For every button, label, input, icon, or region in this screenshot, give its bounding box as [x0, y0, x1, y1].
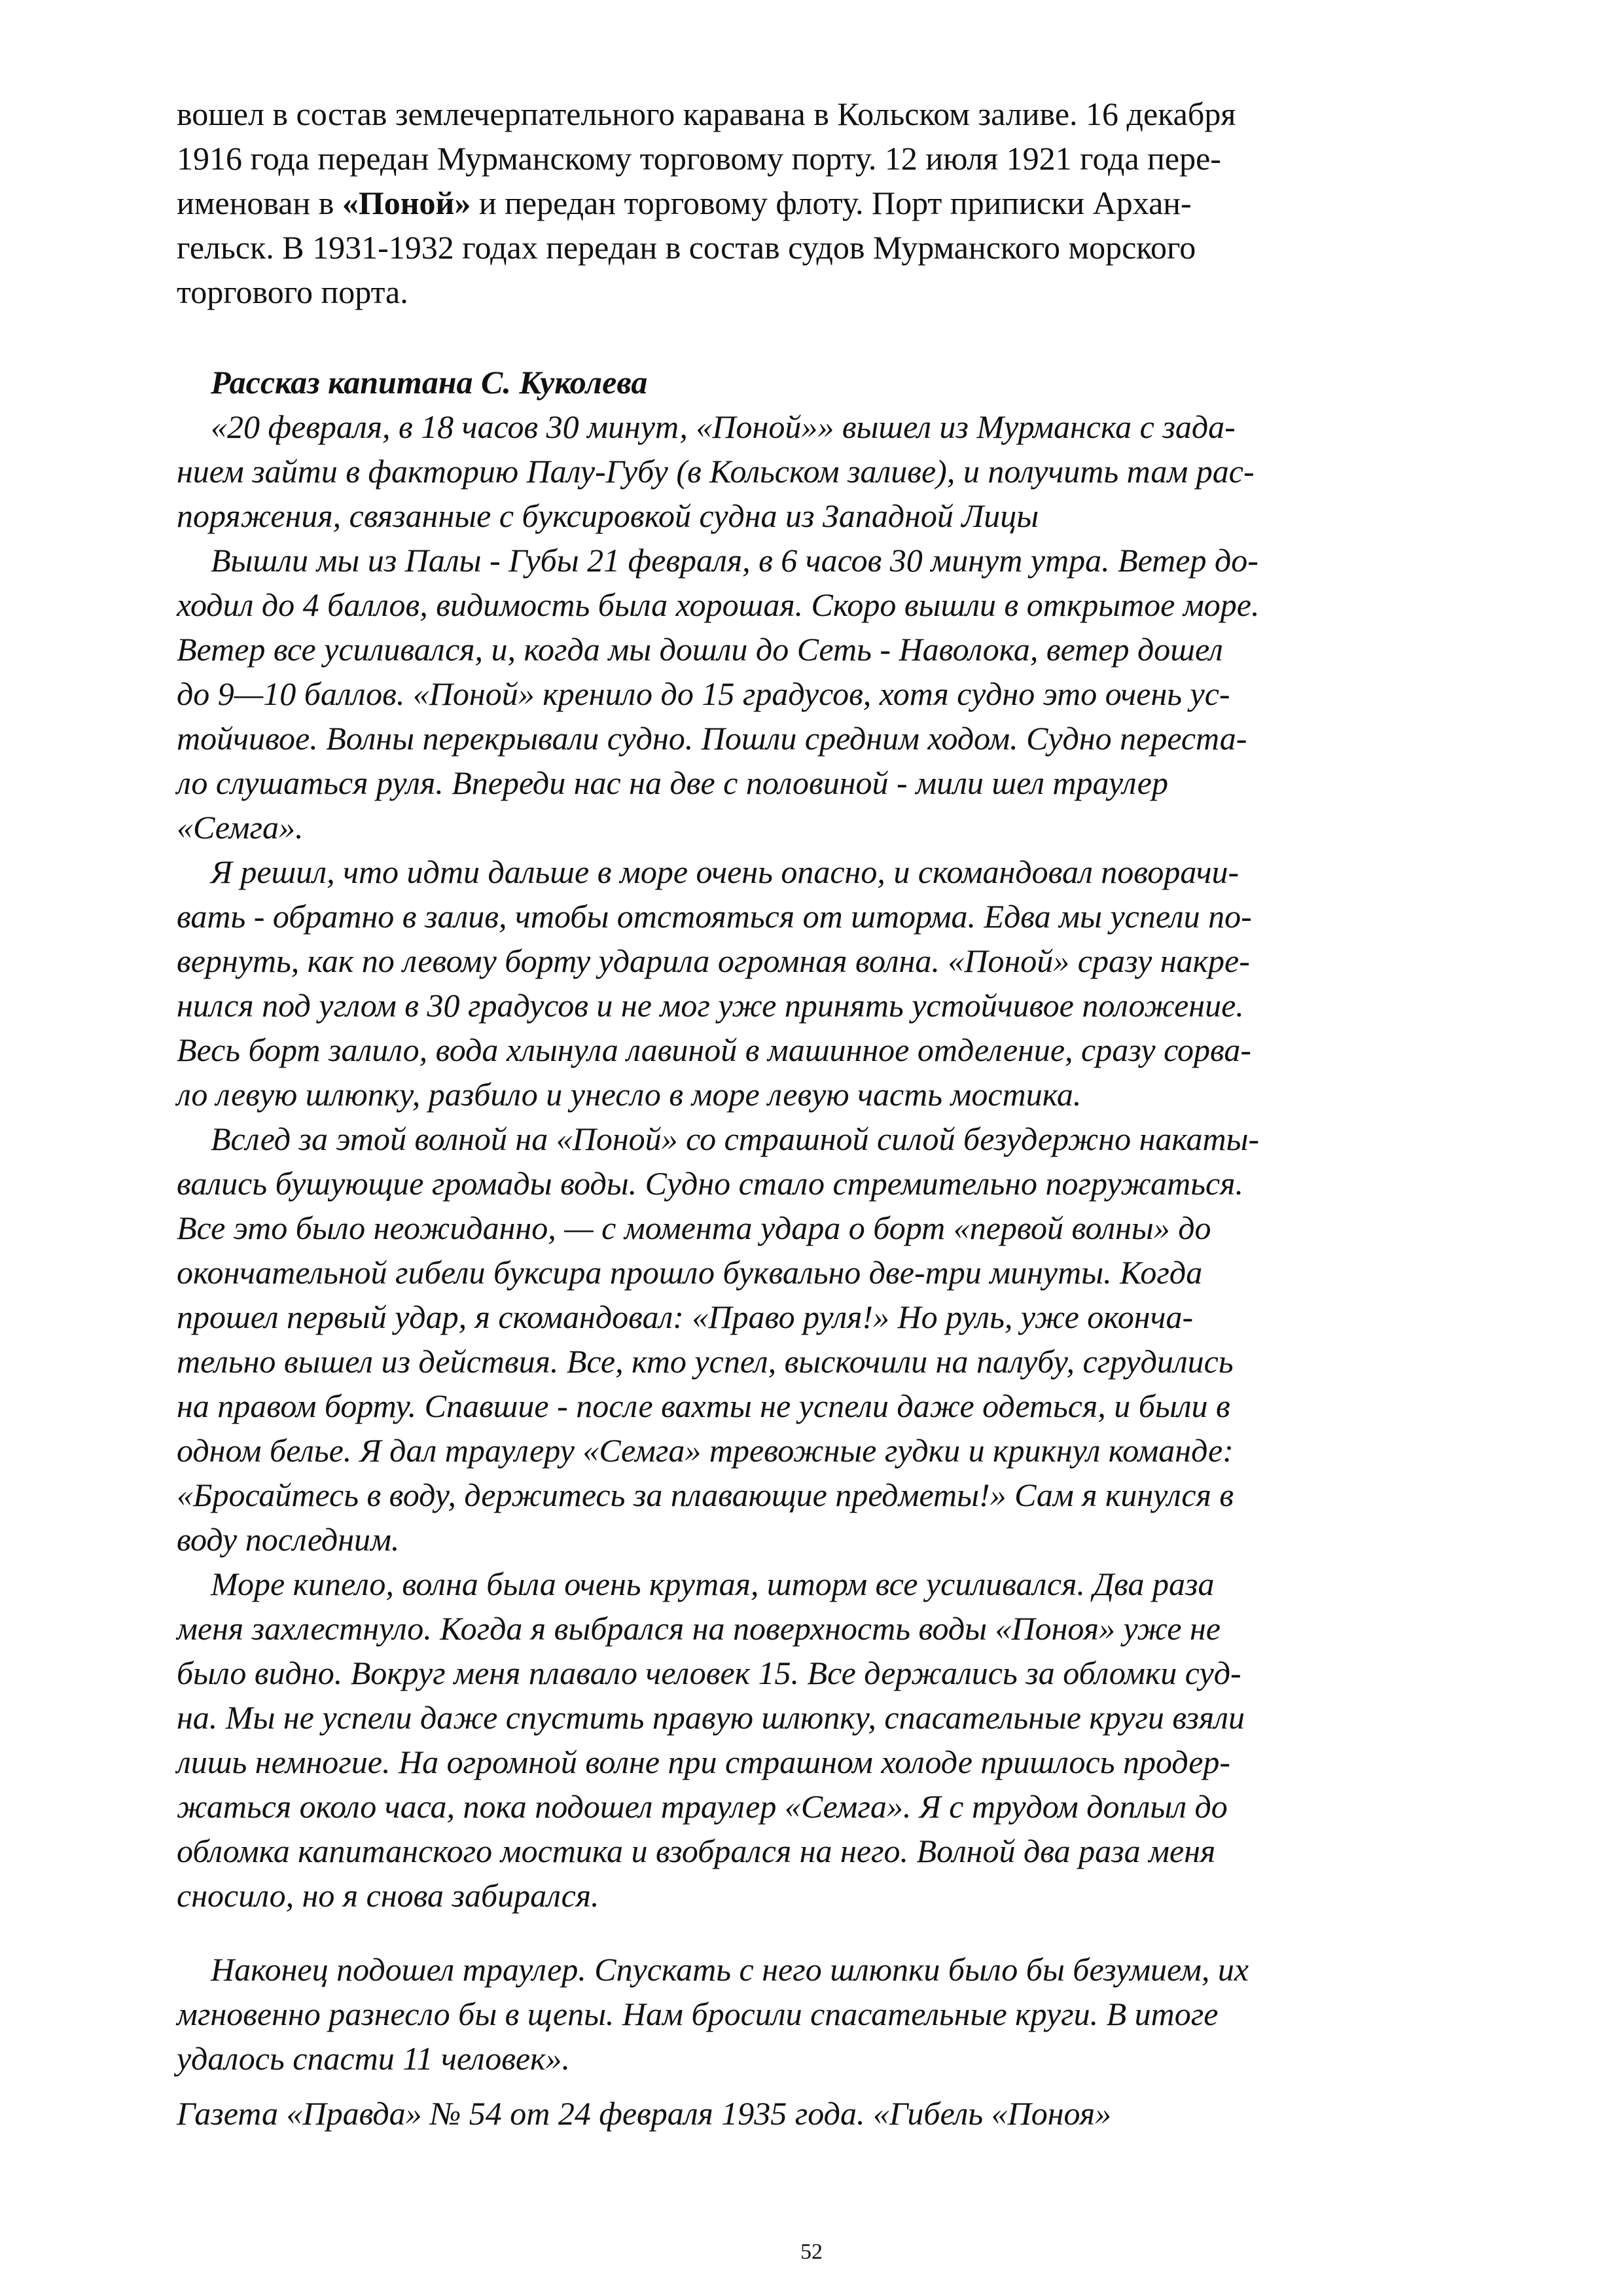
text-line: ло левую шлюпку, разбило и унесло в море левую часть мостика. — [177, 1076, 1082, 1113]
text-line: Вышли мы из Палы - Губы 21 февраля, в 6 часов 30 минут утра. Ветер до- — [211, 542, 1258, 579]
text-line: до 9—10 баллов. «Поной» кренило до 15 градусов, хотя судно это очень ус- — [177, 675, 1230, 712]
text-line: Весь борт залило, вода хлынула лавиной в машинное отделение, сразу сорва- — [177, 1031, 1252, 1068]
captain-story — [177, 404, 1453, 1918]
text-line: тойчивое. Волны перекрывали судно. Пошли средним ходом. Судно переста- — [177, 720, 1247, 757]
text-line: лишь немногие. На огромной волне при страшном холоде пришлось продер- — [177, 1744, 1231, 1780]
text-line: на. Мы не успели даже спустить правую шлюпку, спасательные круги взяли — [177, 1699, 1245, 1736]
text-line: Море кипело, волна была очень крутая, шторм все усиливался. Два раза — [211, 1566, 1215, 1602]
text-line: мгновенно разнесло бы в щепы. Нам бросили спасательные круги. В итоге — [177, 1996, 1219, 2032]
text-line: удалось спасти 11 человек». — [177, 2040, 570, 2077]
text-line — [177, 181, 1453, 225]
text-line: вать - обратно в залив, чтобы отстояться от шторма. Едва мы успели по- — [177, 898, 1252, 935]
text-line: воду последним. — [177, 1521, 400, 1558]
story-heading: Рассказ капитана С. Куколева — [211, 364, 648, 401]
ship-name-bold: «Поной» — [342, 185, 471, 221]
text-line: Вслед за этой волной на «Поной» со страшной силой безудержно накаты- — [211, 1121, 1260, 1157]
text-line: вошел в состав землечерпательного каравана в Кольском заливе. 16 декабря — [177, 96, 1236, 132]
text-line: сносило, но я снова забирался. — [177, 1877, 599, 1914]
text-line: нился под углом в 30 градусов и не мог уже принять устойчивое положение. — [177, 987, 1244, 1024]
text-line: Наконец подошел траулер. Спускать с него шлюпки было бы безумием, их — [211, 1951, 1249, 1988]
text-line: «Семга». — [177, 809, 304, 846]
text-line: нием зайти в факторию Палу-Губу (в Кольском заливе), и получить там рас- — [177, 453, 1255, 490]
text-line: ло слушаться руля. Впереди нас на две с половиной - мили шел траулер — [177, 764, 1168, 801]
text-line: было видно. Вокруг меня плавало человек 15. Все держались за обломки суд- — [177, 1655, 1241, 1691]
page-number: 52 — [800, 2240, 823, 2264]
text-fragment: именован в — [177, 185, 342, 221]
text-line: Ветер все усиливался, и, когда мы дошли до Сеть - Наволока, ветер дошел — [177, 631, 1223, 668]
text-line: на правом борту. Спавшие - после вахты не успели даже одеться, и были в — [177, 1388, 1230, 1424]
text-line: гельск. В 1931-1932 годах передан в состав судов Мурманского морского — [177, 229, 1196, 266]
intro-paragraph — [177, 92, 1453, 314]
text-line: поряжения, связанные с буксировкой судна из Западной Лицы — [177, 497, 1039, 534]
text-line: меня захлестнуло. Когда я выбрался на поверхность воды «Поноя» уже не — [177, 1610, 1221, 1647]
text-line: вернуть, как по левому борту ударила огромная волна. «Поной» сразу накре- — [177, 942, 1250, 979]
story-ending — [177, 1947, 1453, 2081]
text-line: Я решил, что идти дальше в море очень опасно, и скомандовал поворачи- — [211, 853, 1240, 890]
text-line: окончательной гибели буксира прошло буквально две-три минуты. Когда — [177, 1254, 1203, 1291]
text-line: одном белье. Я дал траулеру «Семга» тревожные гудки и крикнул команде: — [177, 1432, 1234, 1469]
text-line: ходил до 4 баллов, видимость была хорошая. Скоро вышли в открытое море. — [177, 586, 1260, 623]
text-line: 1916 года передан Мурманскому торговому порту. 12 июля 1921 года пере- — [177, 140, 1221, 177]
text-line: обломка капитанского мостика и взобрался на него. Волной два раза меня — [177, 1833, 1216, 1869]
text-line: жаться около часа, пока подошел траулер «Семга». Я с трудом доплыл до — [177, 1788, 1228, 1825]
text-line: Все это было неожиданно, — с момента удара о борт «первой волны» до — [177, 1210, 1211, 1246]
text-line: торгового порта. — [177, 274, 408, 310]
text-line: тельно вышел из действия. Все, кто успел, выскочили на палубу, сгрудились — [177, 1343, 1234, 1380]
source-citation: Газета «Правда» № 54 от 24 февраля 1935 года. «Гибель «Поноя» — [177, 2095, 1112, 2132]
text-line: «20 февраля, в 18 часов 30 минут, «Поной»» вышел из Мурманска с зада- — [211, 408, 1236, 445]
text-line: прошел первый удар, я скомандовал: «Право руля!» Но руль, уже оконча- — [177, 1299, 1194, 1335]
text-fragment: и передан торговому флоту. Порт приписки Архан- — [471, 185, 1192, 221]
text-line: «Бросайтесь в воду, держитесь за плавающие предметы!» Сам я кинулся в — [177, 1477, 1234, 1513]
text-line: вались бушующие громады воды. Судно стало стремительно погружаться. — [177, 1165, 1243, 1202]
